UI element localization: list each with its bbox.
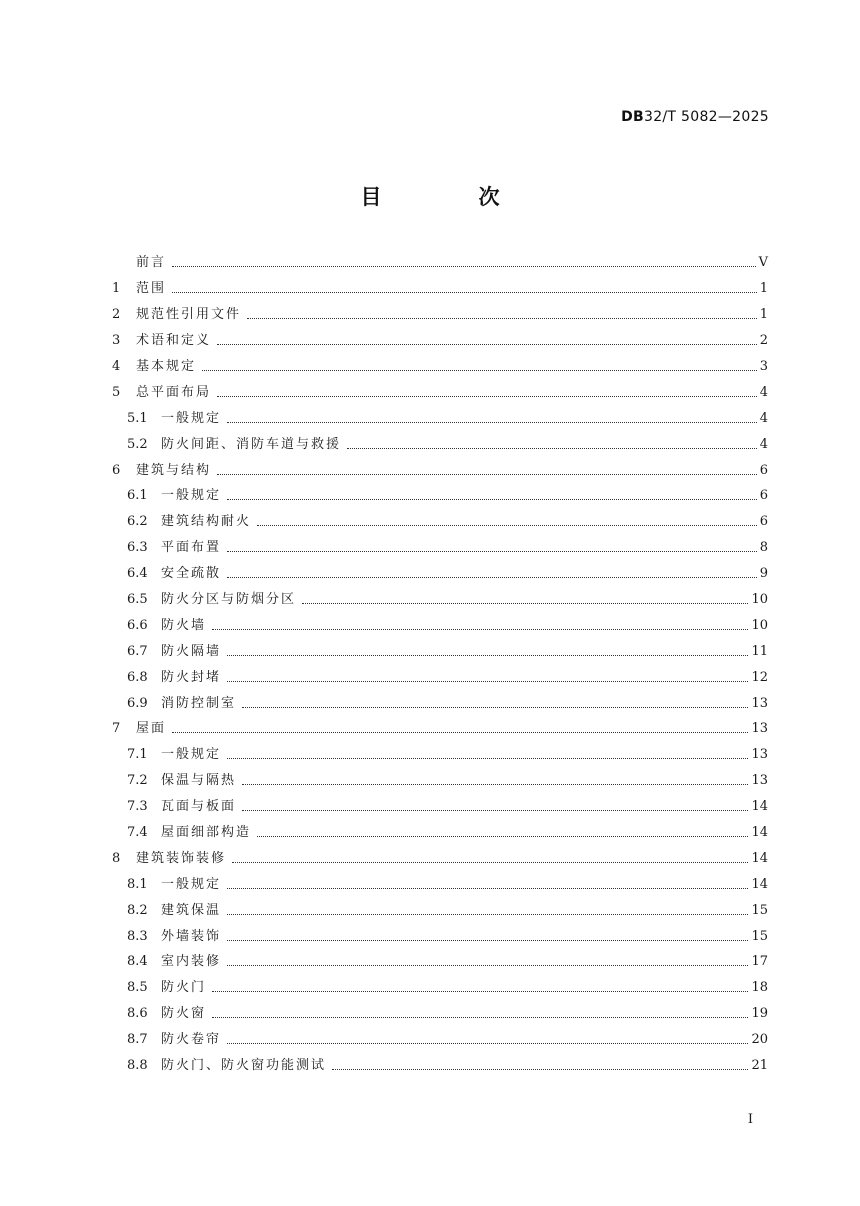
toc-entry[interactable] [112, 664, 768, 690]
toc-entry-number: 8.8 [127, 1058, 148, 1074]
toc-dot-leader [257, 525, 757, 526]
toc-dot-leader [217, 396, 757, 397]
toc-dot-leader [227, 551, 757, 552]
toc-entry-page: 13 [751, 695, 768, 711]
toc-entry-number: 8.1 [127, 876, 148, 892]
toc-entry-page: 11 [751, 643, 768, 659]
document-code-number: 32/T 5082—2025 [644, 109, 769, 125]
toc-entry-label: 建筑保温 [161, 902, 222, 918]
toc-entry-label: 前言 [136, 255, 167, 271]
page-number: I [747, 1112, 753, 1127]
toc-entry-number: 5 [112, 384, 121, 400]
toc-entry[interactable] [112, 820, 768, 846]
toc-entry[interactable] [112, 949, 768, 975]
toc-entry-number: 6.6 [127, 617, 148, 633]
toc-entry[interactable] [112, 716, 768, 742]
toc-entry[interactable] [112, 794, 768, 820]
toc-entry-label: 规范性引用文件 [136, 307, 242, 323]
toc-entry-number: 7.4 [127, 825, 148, 841]
toc-entry-label: 室内装修 [161, 954, 222, 970]
toc-entry-page: 12 [751, 669, 768, 685]
toc-entry-number: 8.7 [127, 1032, 148, 1048]
toc-entry-label: 消防控制室 [161, 695, 237, 711]
toc-entry[interactable] [112, 431, 768, 457]
toc-entry-number: 8.2 [127, 902, 148, 918]
toc-entry-number: 6.1 [127, 488, 148, 504]
toc-entry-number: 6.8 [127, 669, 148, 685]
toc-entry-page: 1 [759, 307, 768, 323]
toc-entry-page: 4 [759, 410, 768, 426]
toc-entry-label: 平面布置 [161, 540, 222, 556]
toc-dot-leader [217, 474, 757, 475]
toc-entry-number: 8.6 [127, 1006, 148, 1022]
toc-entry[interactable] [112, 845, 768, 871]
toc-entry[interactable] [112, 379, 768, 405]
toc-dot-leader [347, 448, 757, 449]
toc-entry-label: 建筑结构耐火 [161, 514, 252, 530]
toc-entry-page: 10 [751, 592, 768, 608]
toc-entry-label: 一般规定 [161, 876, 222, 892]
toc-entry-page: 1 [759, 281, 768, 297]
table-of-contents [112, 250, 768, 1079]
toc-entry[interactable] [112, 742, 768, 768]
toc-entry-page: 3 [759, 359, 768, 374]
toc-entry[interactable] [112, 1053, 768, 1079]
toc-entry-label: 防火分区与防烟分区 [161, 592, 297, 608]
toc-dot-leader [257, 836, 748, 837]
toc-dot-leader [247, 318, 757, 319]
toc-entry-label: 一般规定 [161, 488, 222, 504]
toc-entry[interactable] [112, 302, 768, 328]
toc-entry-label: 屋面细部构造 [161, 825, 252, 841]
toc-entry-number: 6 [112, 462, 121, 478]
toc-entry-number: 2 [112, 307, 121, 323]
toc-entry-page: 19 [751, 1006, 768, 1022]
toc-entry-page: 13 [751, 721, 768, 737]
toc-entry-label: 瓦面与板面 [161, 799, 237, 815]
toc-entry-label: 防火门、防火窗功能测试 [161, 1058, 327, 1074]
toc-dot-leader [227, 422, 757, 423]
toc-entry-number: 7.3 [127, 799, 148, 815]
toc-entry-page: 2 [759, 333, 768, 349]
toc-entry-label: 防火门 [161, 980, 207, 996]
toc-entry-page: 10 [751, 617, 768, 633]
toc-entry[interactable] [112, 768, 768, 794]
document-code [621, 109, 769, 125]
toc-entry-number: 8.4 [127, 954, 148, 970]
toc-entry-page: 21 [751, 1058, 768, 1074]
toc-entry-page: V [758, 255, 768, 271]
toc-entry-page: 8 [759, 540, 768, 556]
toc-entry-page: 4 [759, 384, 768, 400]
toc-dot-leader [212, 1017, 748, 1018]
toc-dot-leader [172, 266, 756, 267]
document-code-prefix: DB [621, 109, 644, 125]
toc-dot-leader [227, 914, 748, 915]
toc-dot-leader [227, 655, 748, 656]
toc-entry-page: 17 [751, 954, 768, 970]
toc-entry-label: 保温与隔热 [161, 773, 237, 789]
toc-entry-number: 6.3 [127, 540, 148, 556]
toc-entry[interactable] [112, 250, 768, 276]
toc-dot-leader [242, 810, 748, 811]
toc-entry-page: 6 [759, 462, 768, 478]
toc-entry-label: 防火间距、消防车道与救援 [161, 436, 342, 452]
toc-dot-leader [232, 862, 748, 863]
toc-entry[interactable] [112, 328, 768, 354]
toc-entry-label: 一般规定 [161, 747, 222, 763]
toc-entry-label: 防火卷帘 [161, 1032, 222, 1048]
toc-entry-page: 15 [751, 928, 768, 944]
toc-entry-number: 5.1 [127, 410, 148, 426]
toc-entry-page: 14 [751, 876, 768, 892]
toc-entry-label: 一般规定 [161, 410, 222, 426]
toc-entry-page: 14 [751, 850, 768, 866]
toc-entry-number: 3 [112, 333, 121, 349]
toc-entry[interactable] [112, 612, 768, 638]
toc-entry-number: 7.1 [127, 747, 148, 763]
toc-dot-leader [227, 888, 748, 889]
toc-entry[interactable] [112, 897, 768, 923]
toc-entry-page: 13 [751, 773, 768, 789]
toc-entry-number: 6.7 [127, 643, 148, 659]
toc-entry-label: 总平面布局 [136, 384, 212, 400]
toc-entry[interactable] [112, 457, 768, 483]
toc-dot-leader [212, 991, 748, 992]
toc-entry-label: 范围 [136, 281, 167, 297]
toc-dot-leader [172, 292, 757, 293]
toc-entry[interactable] [112, 561, 768, 587]
toc-entry-label: 屋面 [136, 721, 167, 737]
toc-entry[interactable] [112, 587, 768, 613]
toc-entry-number: 5.2 [127, 436, 148, 452]
toc-dot-leader [242, 784, 748, 785]
toc-entry-number: 8.3 [127, 928, 148, 944]
toc-dot-leader [202, 370, 757, 371]
toc-entry[interactable] [112, 923, 768, 949]
toc-entry-number: 6.4 [127, 566, 148, 582]
toc-entry[interactable] [112, 483, 768, 509]
toc-dot-leader [217, 344, 757, 345]
toc-dot-leader [227, 965, 748, 966]
toc-entry-label: 外墙装饰 [161, 928, 222, 944]
toc-entry-page: 15 [751, 902, 768, 918]
toc-entry[interactable] [112, 354, 768, 380]
toc-entry-page: 13 [751, 747, 768, 763]
toc-entry-label: 防火封堵 [161, 669, 222, 685]
toc-heading: 目 次 [360, 185, 538, 209]
toc-entry-number: 7 [112, 721, 121, 737]
toc-entry-label: 基本规定 [136, 359, 197, 374]
toc-entry-page: 20 [751, 1032, 768, 1048]
toc-dot-leader [242, 707, 748, 708]
toc-entry-number: 8.5 [127, 980, 148, 996]
toc-entry[interactable] [112, 509, 768, 535]
toc-entry[interactable] [112, 1027, 768, 1053]
toc-entry-number: 8 [112, 850, 121, 866]
toc-entry-page: 14 [751, 799, 768, 815]
toc-dot-leader [227, 1043, 748, 1044]
toc-entry-page: 6 [759, 514, 768, 530]
toc-entry-page: 18 [751, 980, 768, 996]
toc-entry-label: 术语和定义 [136, 333, 212, 349]
toc-entry[interactable] [112, 871, 768, 897]
toc-entry[interactable] [112, 405, 768, 431]
toc-dot-leader [227, 940, 748, 941]
toc-entry[interactable] [112, 638, 768, 664]
toc-dot-leader [212, 629, 748, 630]
toc-entry-page: 9 [759, 566, 768, 582]
toc-entry-label: 建筑装饰装修 [136, 850, 227, 866]
toc-entry-label: 防火隔墙 [161, 643, 222, 659]
toc-dot-leader [227, 681, 748, 682]
toc-dot-leader [332, 1069, 748, 1070]
toc-entry-label: 安全疏散 [161, 566, 222, 582]
toc-entry[interactable] [112, 535, 768, 561]
toc-entry[interactable] [112, 690, 768, 716]
toc-dot-leader [172, 732, 748, 733]
toc-entry-label: 建筑与结构 [136, 462, 212, 478]
toc-entry-label: 防火窗 [161, 1006, 207, 1022]
toc-dot-leader [302, 603, 748, 604]
toc-dot-leader [227, 758, 748, 759]
toc-entry-number: 6.2 [127, 514, 148, 530]
toc-entry[interactable] [112, 276, 768, 302]
toc-dot-leader [227, 499, 757, 500]
toc-entry-number: 7.2 [127, 773, 148, 789]
toc-entry-page: 6 [759, 488, 768, 504]
toc-entry-number: 6.5 [127, 592, 148, 608]
toc-entry-page: 4 [759, 436, 768, 452]
toc-entry-number: 6.9 [127, 695, 148, 711]
toc-entry-number: 4 [112, 359, 121, 374]
toc-entry[interactable] [112, 975, 768, 1001]
toc-dot-leader [227, 577, 757, 578]
toc-entry-label: 防火墙 [161, 617, 207, 633]
toc-entry-number: 1 [112, 281, 121, 297]
toc-entry-page: 14 [751, 825, 768, 841]
toc-entry[interactable] [112, 1001, 768, 1027]
